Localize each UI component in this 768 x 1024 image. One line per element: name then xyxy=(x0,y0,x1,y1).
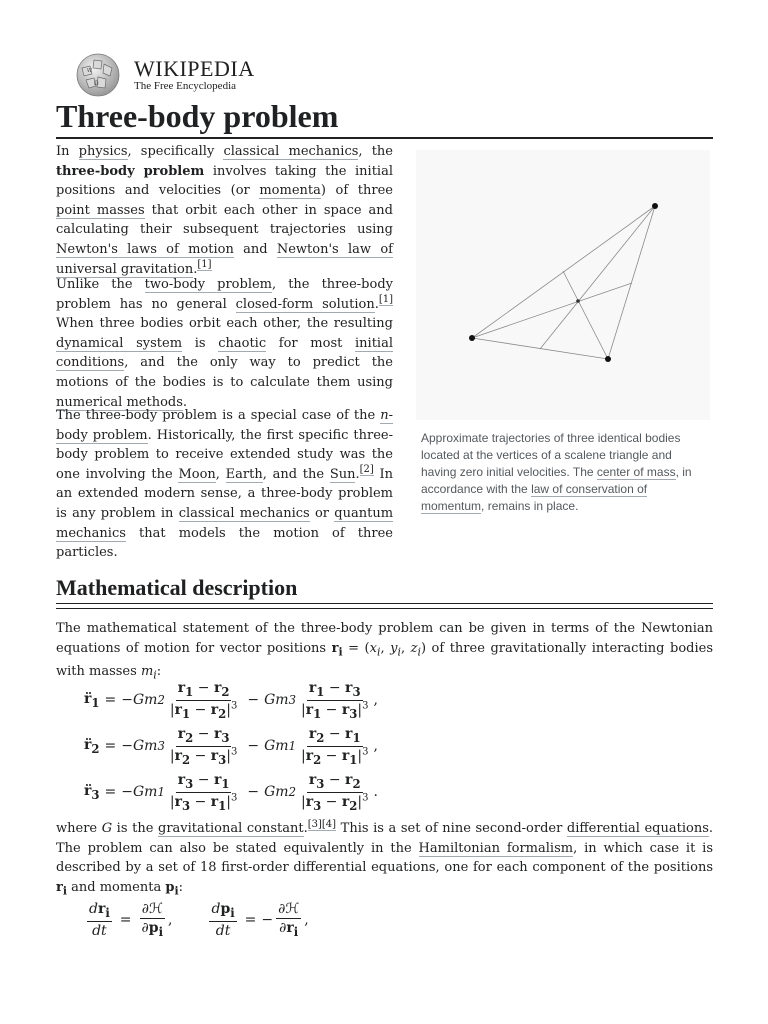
intro-paragraph-2: Unlike the two-body problem, the three-body problem has no general closed-form solution.[1] When three bodies orbit each other, the resulting dynamical system is chaotic for most initial conditions, and the only way to predict the motions of the bodies is to calculate them using numerical methods. xyxy=(56,277,393,410)
trajectory-line xyxy=(472,283,632,338)
hamiltonian-intro-paragraph: where G is the gravitational constant.[3][4] This is a set of nine second-order differential equations. The problem can also be stated equivalently in the Hamiltonian formalism, in which case it is described by a set of 18 first-order differential equations, one for each component of the positions $r_i$ and momenta $p_i$: xyxy=(56,818,714,898)
link-closed-form-solution[interactable]: closed-form solution xyxy=(235,296,375,312)
link-hamiltonian-formalism[interactable]: Hamiltonian formalism xyxy=(418,840,574,856)
link-moon[interactable]: Moon xyxy=(178,466,216,482)
equation-of-motion-3: $r̈_3$ = − G m 1 $\frac{r_3 - r_1}{|r_3 - r_1|^3}$ − G m 2 $\frac{r_3 - r_2}{|r_3 - r_2|^3}$ . xyxy=(84,771,378,813)
trajectory-line xyxy=(540,206,655,349)
link-chaotic[interactable]: chaotic xyxy=(218,335,267,351)
math-intro-paragraph: The mathematical statement of the three-body problem can be given in terms of the Newtonian equations of motion for vector positions $r_i = (x_i$, $y_i$, $z_i$) of three gravitationally interacting bodies with masses $m_i$: xyxy=(56,621,714,682)
link-two-body-problem[interactable]: two-body problem xyxy=(144,277,272,292)
intro-paragraph-3: The three-body problem is a special case of the n-body problem. Historically, the first specific three-body problem to receive extended study was the one involving the Moon, Earth, and the Sun.[2] In an extended modern sense, a three-body problem is any problem in classical mechanics or quantum mechanics that models the motion of three particles. xyxy=(56,408,394,561)
title-divider xyxy=(56,137,713,139)
link-momenta[interactable]: momenta xyxy=(259,183,321,199)
trajectory-line xyxy=(563,271,608,359)
link-sun[interactable]: Sun xyxy=(329,466,356,482)
reference-3-4[interactable]: [3][4] xyxy=(307,818,337,830)
bold-term: three-body problem xyxy=(56,163,205,179)
link-n-body-problem[interactable]: n-body problem xyxy=(56,408,393,443)
link-newtons-laws[interactable]: Newton's laws of motion xyxy=(56,241,234,257)
figure-caption: Approximate trajectories of three identical bodies located at the vertices of a scalene triangle and having zero initial velocities. The center of mass, in accordance with the law of conservation of momentum, remains in place. xyxy=(421,431,692,513)
hamilton-equations: $\frac{dr_i}{dt}$ = $\frac{\text{∂ℋ}}{\partial p_i}$ , $\frac{dp_i}{dt}$ = − $\frac{\text{∂ℋ}}{\partial r_i}$ , xyxy=(89,901,309,939)
svg-text:Ω: Ω xyxy=(94,80,99,87)
wikipedia-wordmark[interactable]: WIKIPEDIA xyxy=(134,56,255,81)
center-of-mass-point xyxy=(576,299,580,303)
link-newtons-gravitation[interactable]: Newton's law of universal gravitation xyxy=(56,241,393,277)
link-dynamical-system[interactable]: dynamical system xyxy=(56,335,183,351)
link-center-of-mass[interactable]: center of mass xyxy=(596,465,676,479)
link-differential-equations[interactable]: differential equations xyxy=(566,821,709,836)
section-divider-2 xyxy=(56,608,713,609)
body-point xyxy=(469,335,475,341)
link-classical-mechanics[interactable]: classical mechanics xyxy=(223,144,359,159)
section-heading: Mathematical description xyxy=(56,575,298,600)
reference-1[interactable]: [1] xyxy=(197,259,212,271)
trajectory-diagram xyxy=(416,150,710,420)
link-initial-conditions[interactable]: initial conditions xyxy=(56,335,393,371)
link-earth[interactable]: Earth xyxy=(225,466,263,482)
reference-2[interactable]: [2] xyxy=(359,464,374,476)
link-gravitational-constant[interactable]: gravitational constant xyxy=(158,821,304,836)
intro-paragraph-1: In physics, specifically classical mechanics, the three-body problem involves taking the initial positions and velocities (or momenta) of three point masses that orbit each other in space and calculating their subsequent trajectories using Newton's laws of motion and Newton's law of universal gravitation.[1] xyxy=(56,144,393,277)
reference-1[interactable]: [1] xyxy=(378,294,393,306)
wikipedia-tagline: The Free Encyclopedia xyxy=(134,80,237,92)
link-quantum-mechanics[interactable]: quantum mechanics xyxy=(56,505,394,541)
body-point xyxy=(605,356,611,362)
link-numerical-methods[interactable]: numerical methods xyxy=(56,394,183,410)
wikipedia-globe-icon[interactable] xyxy=(74,52,122,98)
link-classical-mechanics[interactable]: classical mechanics xyxy=(178,505,310,521)
trajectory-figure[interactable] xyxy=(416,150,710,420)
section-divider xyxy=(56,603,713,604)
trajectory-line xyxy=(608,206,655,359)
link-point-masses[interactable]: point masses xyxy=(56,202,145,218)
equation-of-motion-1: $r̈_1$ = − G m 2 $\frac{r_1 - r_2}{|r_1 - r_2|^3}$ − G m 3 $\frac{r_1 - r_3}{|r_1 - r_3|^3}$ , xyxy=(84,679,378,721)
page-title: Three-body problem xyxy=(56,98,339,134)
link-conservation-of-momentum[interactable]: law of conservation of momentum xyxy=(421,482,648,513)
svg-text:W: W xyxy=(87,68,92,74)
equation-of-motion-2: $r̈_2$ = − G m 3 $\frac{r_2 - r_3}{|r_2 - r_3|^3}$ − G m 1 $\frac{r_2 - r_1}{|r_2 - r_1|^3}$ , xyxy=(84,725,378,767)
body-point xyxy=(652,203,658,209)
link-physics[interactable]: physics xyxy=(78,144,128,159)
